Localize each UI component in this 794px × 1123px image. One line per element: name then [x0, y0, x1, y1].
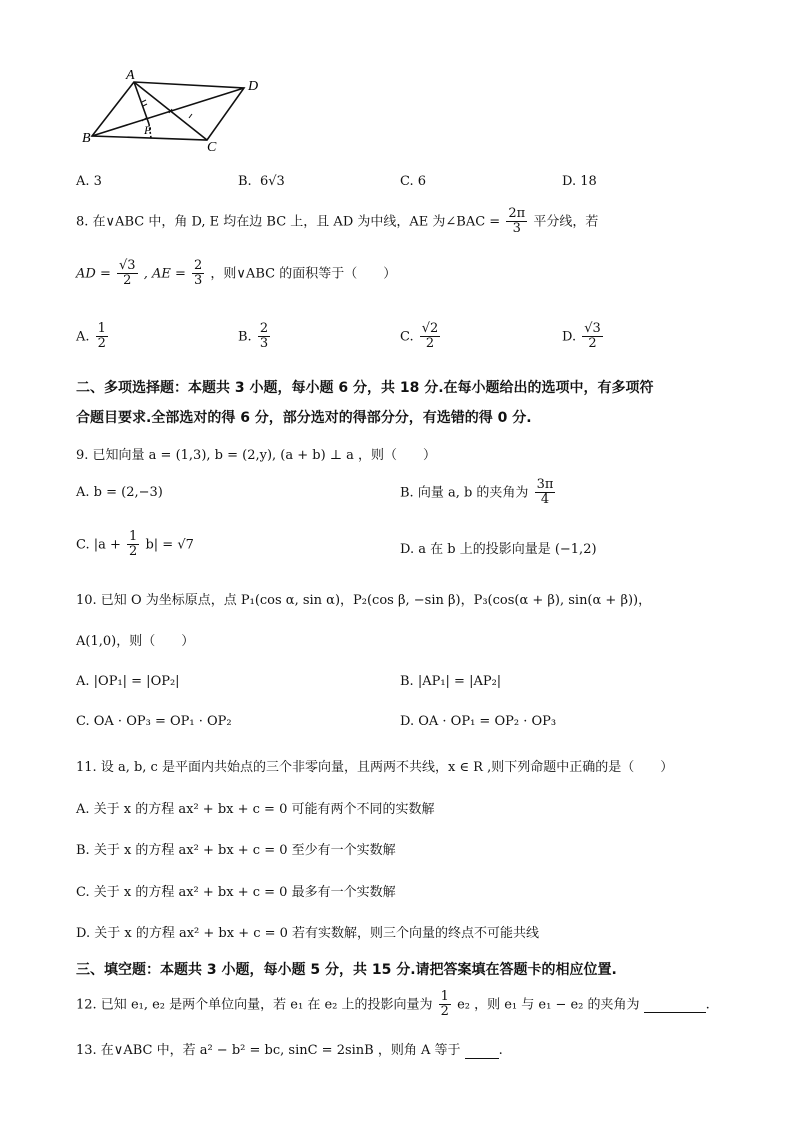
q9-option-d[interactable]: D. a 在 b 上的投影向量是 (−1,2)	[400, 542, 597, 557]
q11-stem: 11. 设 a, b, c 是平面内共始点的三个非零向量，且两两不共线，x ∈ R ,则下列命题中正确的是（ ）	[76, 760, 674, 775]
q8-ad-fraction: $\frac{√3}{2}$	[118, 258, 136, 289]
q11-option-b[interactable]: B. 关于 x 的方程 ax² + bx + c = 0 至少有一个实数解	[76, 843, 396, 858]
section2-heading-line2: 合题目要求.全部选对的得 6 分，部分选对的得部分分，有选错的得 0 分.	[76, 410, 532, 426]
q12-answer-blank[interactable]	[644, 997, 706, 1013]
q11-option-d[interactable]: D. 关于 x 的方程 ax² + bx + c = 0 若有实数解，则三个向量的终点不可能共线	[76, 926, 540, 941]
q7-option-a[interactable]: A. 3	[76, 174, 102, 189]
q12-question: 12. 已知 e₁, e₂ 是两个单位向量，若 e₁ 在 e₂ 上的投影向量为 $\frac{1}{2}$ e₂ ，则 e₁ 与 e₁ − e₂ 的夹角为 .	[76, 989, 710, 1020]
label-c: C	[207, 140, 217, 155]
q10-stem-line2: A(1,0)，则（ ）	[76, 634, 195, 649]
q9-stem: 9. 已知向量 a = (1,3), b = (2,y), (a + b) ⊥ a ，则（ ）	[76, 448, 437, 463]
q8-angle-fraction: $\frac{2\pi}{3}$	[508, 206, 526, 237]
q8-option-a[interactable]: A. $\frac{1}{2}$	[76, 321, 106, 352]
label-p: P	[144, 123, 152, 137]
parallelogram-figure	[82, 66, 272, 156]
section2-heading-line1: 二、多项选择题：本题共 3 小题，每小题 6 分，共 18 分.在每小题给出的选项中，有多项符	[76, 380, 654, 396]
q7-option-c[interactable]: C. 6	[400, 174, 427, 189]
q13-answer-blank[interactable]	[465, 1043, 499, 1059]
q10-option-b[interactable]: B. |AP₁| = |AP₂|	[400, 674, 502, 689]
q10-option-d[interactable]: D. OA · OP₁ = OP₂ · OP₃	[400, 714, 557, 729]
label-d: D	[248, 79, 259, 94]
q9-option-a[interactable]: A. b = (2,−3)	[76, 485, 163, 500]
label-a: A	[126, 68, 135, 83]
q8-option-d[interactable]: D. $\frac{√3}{2}$	[562, 321, 601, 352]
q11-option-c[interactable]: C. 关于 x 的方程 ax² + bx + c = 0 最多有一个实数解	[76, 885, 396, 900]
q8-stem-line1: 8. 在∨ABC 中，角 D, E 均在边 BC 上，且 AD 为中线，AE 为∠BAC = $\frac{2\pi}{3}$ 平分线，若	[76, 206, 599, 237]
q10-option-c[interactable]: C. OA · OP₃ = OP₁ · OP₂	[76, 714, 232, 729]
label-b: B	[82, 131, 91, 146]
q7-option-b[interactable]: B. 6√3	[238, 174, 285, 189]
q8-ae-fraction: $\frac{2}{3}$	[194, 258, 203, 289]
q10-option-a[interactable]: A. |OP₁| = |OP₂|	[76, 674, 180, 689]
q10-stem-line1: 10. 已知 O 为坐标原点，点 P₁(cos α, sin α)，P₂(cos β, −sin β)，P₃(cos(α + β), sin(α + β))，	[76, 593, 652, 608]
q11-option-a[interactable]: A. 关于 x 的方程 ax² + bx + c = 0 可能有两个不同的实数解	[76, 802, 435, 817]
section3-heading: 三、填空题：本题共 3 小题，每小题 5 分，共 15 分.请把答案填在答题卡的相应位置.	[76, 962, 617, 978]
q13-question: 13. 在∨ABC 中，若 a² − b² = bc, sinC = 2sinB ，则角 A 等于 .	[76, 1043, 503, 1058]
q9-option-c[interactable]: C. |a + $\frac{1}{2}$ b| = √7	[76, 529, 194, 560]
q9-option-b[interactable]: B. 向量 a, b 的夹角为 $\frac{3\pi}{4}$	[400, 477, 554, 508]
q8-stem-line2: AD = $\frac{√3}{2}$ , AE = $\frac{2}{3}$ ，则∨ABC 的面积等于（ ）	[76, 258, 397, 289]
q8-option-c[interactable]: C. $\frac{√2}{2}$	[400, 321, 439, 352]
q8-option-b[interactable]: B. $\frac{2}{3}$	[238, 321, 269, 352]
q7-option-d[interactable]: D. 18	[562, 174, 597, 189]
